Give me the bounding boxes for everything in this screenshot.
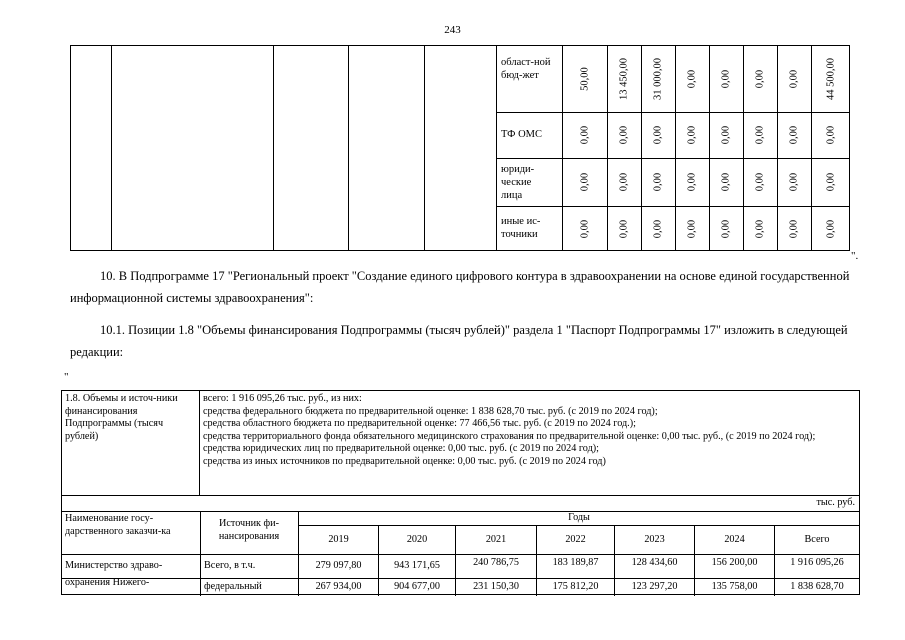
table-cell-value: 0,00: [618, 219, 630, 239]
column-divider: [562, 46, 563, 250]
table-cell-value: 0,00: [652, 125, 664, 145]
table-cell-value: 1 838 628,70: [790, 581, 844, 592]
source-label-legal-entities: юриди-ческие лица: [501, 164, 535, 201]
header-year: 2020: [406, 534, 428, 545]
closing-quote: ".: [851, 250, 859, 262]
table-cell-value: 31 000,00: [652, 58, 664, 100]
table-cell-value: 0,00: [788, 69, 800, 89]
table-cell-value: 0,00: [618, 125, 630, 145]
column-divider: [743, 46, 744, 250]
table-cell-value: 0,00: [788, 125, 800, 145]
passport-line-federal: средства федерального бюджета по предварительной оценке: 1 838 628,70 тыс. руб. (с 2019 по 2024 год);: [203, 405, 658, 417]
funding-table-continuation: [70, 45, 850, 251]
passport-line-tfoms: средства территориального фонда обязательного медицинского страхования по предварительной оценке: 0,00 тыс. руб., (с 2019 по 2024 год);: [203, 430, 816, 442]
table-cell-value: 135 758,00: [711, 581, 758, 592]
source-label-regional-budget: област-ной бюд-жет: [501, 57, 551, 81]
table-cell-value: 0,00: [754, 172, 766, 192]
header-year: 2024: [724, 534, 745, 545]
table-cell-value: 0,00: [754, 69, 766, 89]
row-source: Всего, в т.ч.: [204, 560, 256, 571]
table-cell-value: 904 677,00: [394, 581, 440, 592]
column-divider: [709, 46, 710, 250]
table-cell-value: 123 297,20: [631, 581, 678, 592]
row-divider: [62, 495, 859, 496]
column-divider: [777, 46, 778, 250]
table-cell-value: 175 812,20: [552, 581, 599, 592]
column-divider: [607, 46, 608, 250]
passport-item-label: 1.8. Объемы и источ-ники финансирования Подпрограммы (тысяч рублей): [65, 393, 178, 442]
row-divider: [496, 206, 849, 207]
column-divider: [200, 511, 201, 596]
row-divider: [496, 112, 849, 113]
row-customer: Министерство здраво-: [65, 560, 163, 571]
table-cell-value: 0,00: [686, 172, 698, 192]
header-source: Источник фи-нансирования: [218, 518, 280, 542]
table-cell-value: 44 500,00: [825, 58, 837, 100]
table-cell-value: 1 916 095,26: [790, 557, 844, 568]
row-divider: [496, 158, 849, 159]
table-cell-value: 0,00: [825, 125, 837, 145]
table-cell-value: 0,00: [652, 172, 664, 192]
table-cell-value: 0,00: [579, 219, 591, 239]
column-divider: [641, 46, 642, 250]
header-year: 2023: [644, 534, 665, 545]
passport-text: [203, 393, 857, 468]
table-cell-value: 0,00: [754, 219, 766, 239]
table-cell-value: 240 786,75: [473, 557, 519, 568]
table-cell-value: 0,00: [618, 172, 630, 192]
table-cell-value: 0,00: [720, 219, 732, 239]
table-cell-value: 279 097,80: [315, 560, 362, 571]
table-cell-value: 0,00: [720, 125, 732, 145]
paragraph-10: [70, 265, 860, 309]
column-divider: [675, 46, 676, 250]
header-year: 2022: [565, 534, 586, 545]
row-customer: охранения Нижего-: [65, 577, 150, 588]
passport-line-other: средства из иных источников по предварительной оценке: 0,00 тыс. руб. (с 2019 по 2024 год): [203, 455, 606, 467]
table-cell-value: 0,00: [825, 219, 837, 239]
column-divider: [811, 46, 812, 250]
source-label-tf-oms: ТФ ОМС: [501, 129, 543, 140]
table-cell-value: 0,00: [720, 172, 732, 192]
column-divider: [111, 46, 112, 250]
passport-line-legal: средства юридических лиц по предварительной оценке: 0,00 тыс. руб. (с 2019 по 2024 год);: [203, 443, 600, 454]
header-year: 2021: [485, 534, 507, 545]
table-cell-value: 0,00: [754, 125, 766, 145]
table-cell-value: 267 934,00: [315, 581, 362, 592]
page-number: 243: [444, 24, 461, 36]
row-divider: [62, 554, 859, 555]
table-cell-value: 0,00: [788, 219, 800, 239]
opening-quote: ": [64, 371, 69, 383]
column-divider: [424, 46, 425, 250]
table-cell-value: 183 189,87: [552, 557, 599, 568]
passport-funding-block: [61, 390, 860, 595]
table-cell-value: 50,00: [579, 67, 591, 91]
column-divider: [199, 391, 200, 495]
table-cell-value: 13 450,00: [618, 58, 630, 100]
table-cell-value: 231 150,30: [473, 581, 519, 592]
header-years: Годы: [568, 512, 590, 523]
table-cell-value: 0,00: [686, 69, 698, 89]
table-cell-value: 0,00: [825, 172, 837, 192]
table-cell-value: 943 171,65: [394, 560, 440, 571]
passport-line-regional: средства областного бюджета по предварительной оценке: 77 466,56 тыс. руб. (с 2019 по 2024 год.);: [203, 418, 636, 429]
table-cell-value: 0,00: [686, 219, 698, 239]
table-cell-value: 0,00: [579, 125, 591, 145]
table-cell-value: 156 200,00: [711, 557, 758, 568]
column-divider: [348, 46, 349, 250]
table-cell-value: 128 434,60: [631, 557, 678, 568]
passport-line-total: всего: 1 916 095,26 тыс. руб., из них:: [203, 393, 362, 404]
table-cell-value: 0,00: [652, 219, 664, 239]
column-divider: [496, 46, 497, 250]
paragraph-10-1: [70, 319, 860, 363]
column-divider: [273, 46, 274, 250]
table-cell-value: 0,00: [686, 125, 698, 145]
row-source: федеральный: [204, 581, 262, 592]
paragraph-10-text: 10. В Подпрограмме 17 "Региональный проект "Создание единого цифрового контура в здравоохранении на основе единой государственной информационной системы здравоохранения":: [70, 269, 850, 305]
source-label-other-sources: иные ис-точники: [501, 216, 541, 240]
unit-label: тыс. руб.: [816, 497, 855, 508]
header-total: Всего: [804, 534, 830, 545]
header-year: 2019: [328, 534, 349, 545]
table-cell-value: 0,00: [579, 172, 591, 192]
header-customer: Наименование госу-дарственного заказчи-ка: [65, 513, 171, 537]
paragraph-10-1-text: 10.1. Позиции 1.8 "Объемы финансирования Подпрограммы (тысяч рублей)" раздела 1 "Паспорт Подпрограммы 17" изложить в следующей редакции:: [70, 323, 848, 359]
table-cell-value: 0,00: [720, 69, 732, 89]
table-cell-value: 0,00: [788, 172, 800, 192]
